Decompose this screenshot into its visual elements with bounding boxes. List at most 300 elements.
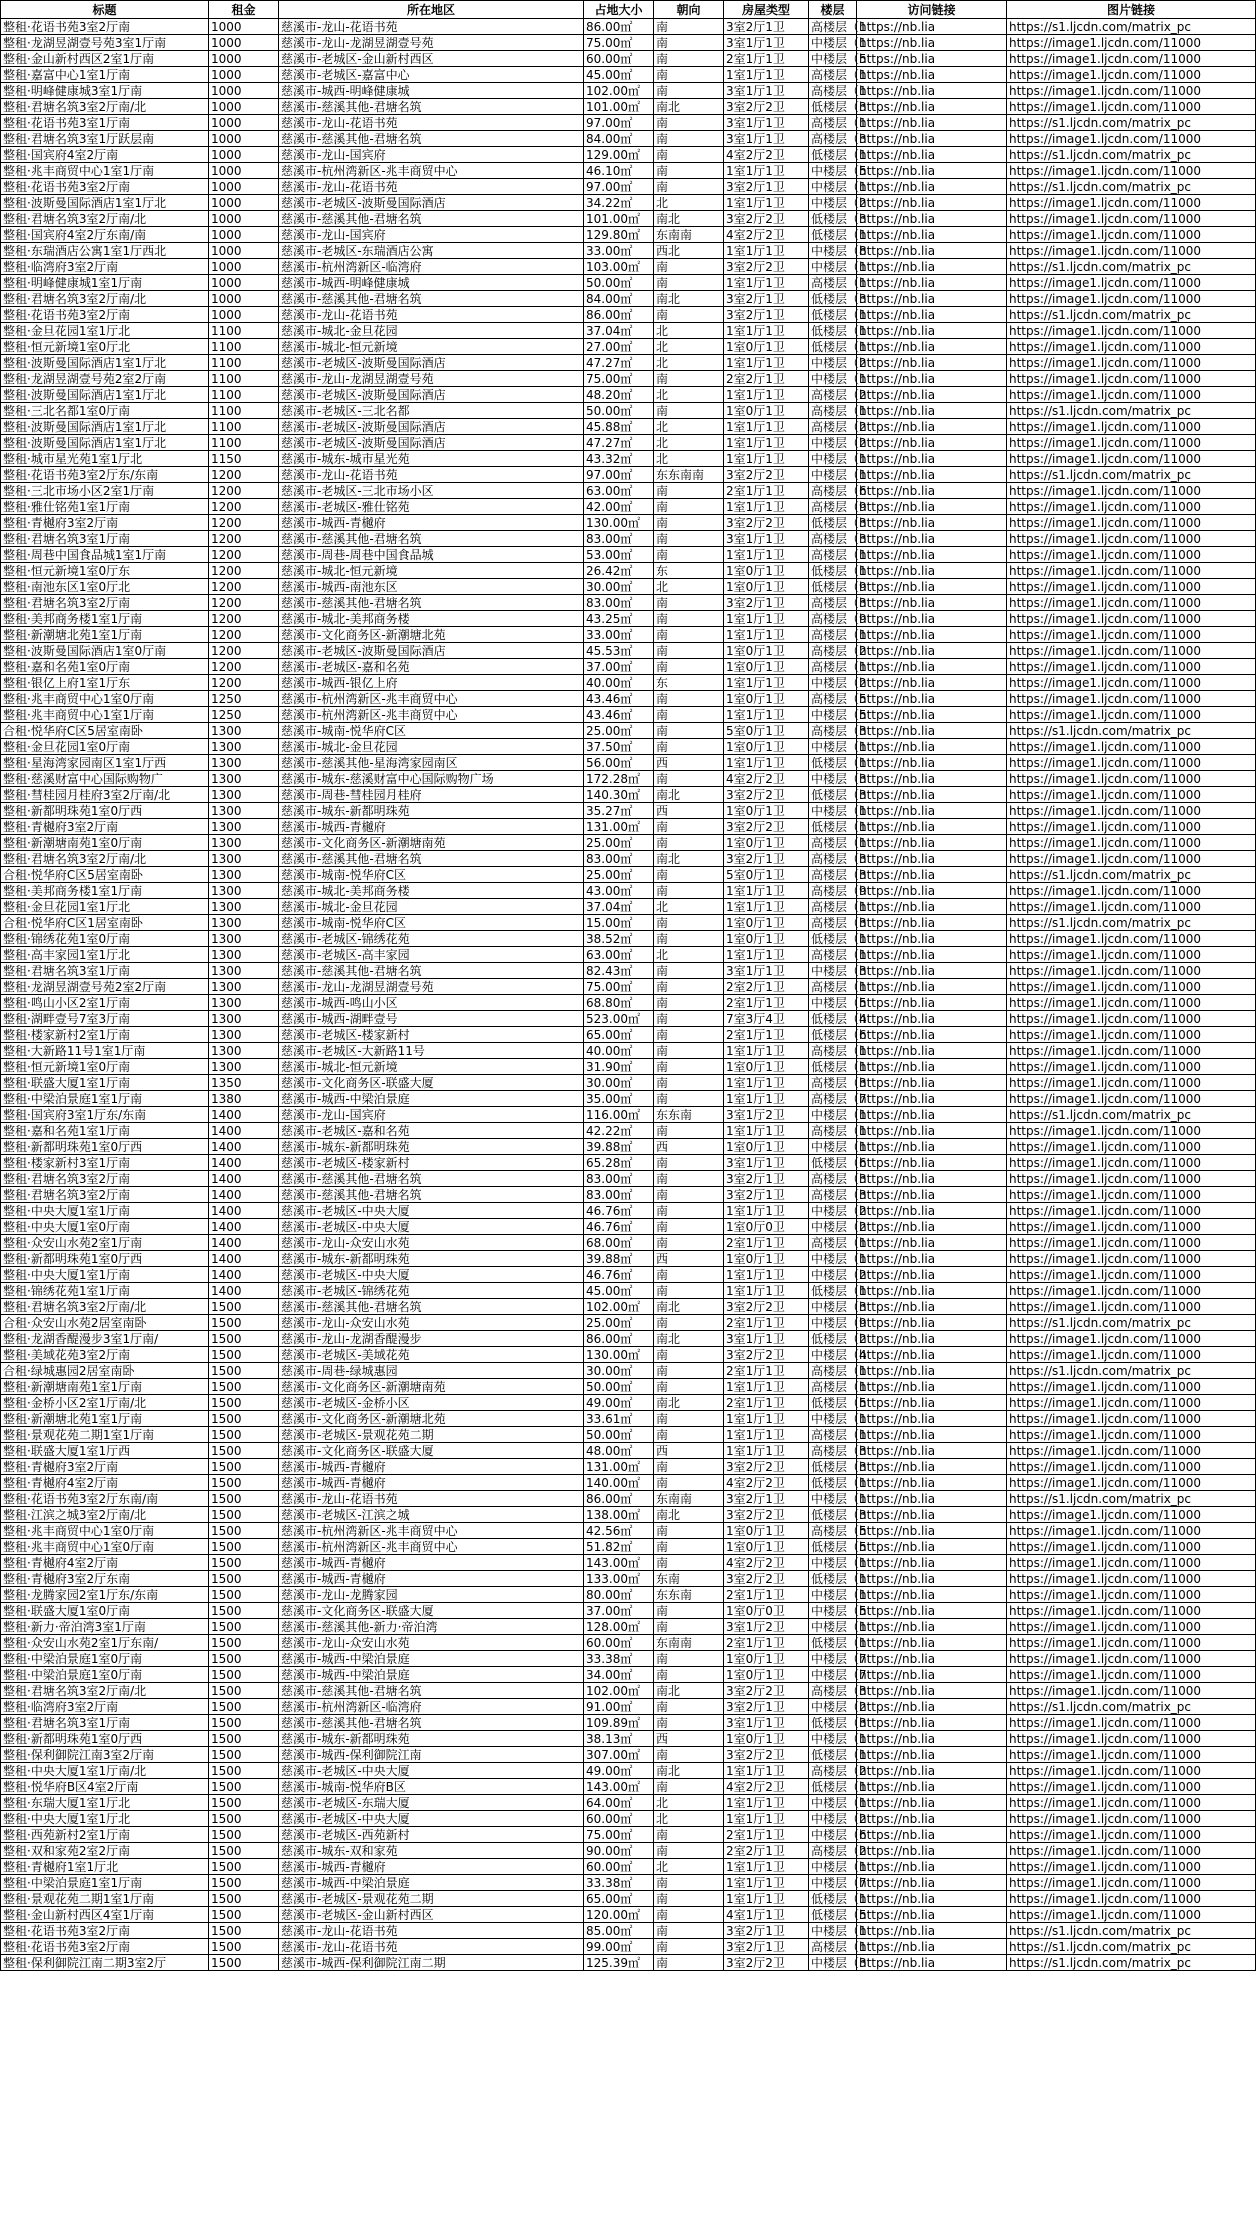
cell-layout[interactable]: 3室2厅1卫	[724, 1923, 809, 1939]
cell-area[interactable]: 102.00㎡	[584, 83, 654, 99]
cell-rent[interactable]: 1500	[209, 1827, 279, 1843]
cell-title[interactable]: 整租·悦华府B区4室2厅南	[1, 1779, 209, 1795]
cell-image-link[interactable]: https://image1.ljcdn.com/11000	[1007, 659, 1256, 675]
cell-area[interactable]: 47.27㎡	[584, 435, 654, 451]
cell-floor[interactable]: 中楼层（3	[809, 771, 857, 787]
cell-visit-link[interactable]: https://nb.lia	[857, 1075, 1007, 1091]
cell-district[interactable]: 慈溪市-龙山-龙湖昱湖壹号苑	[279, 35, 584, 51]
cell-image-link[interactable]: https://image1.ljcdn.com/11000	[1007, 451, 1256, 467]
cell-rent[interactable]: 1200	[209, 483, 279, 499]
cell-image-link[interactable]: https://image1.ljcdn.com/11000	[1007, 387, 1256, 403]
cell-visit-link[interactable]: https://nb.lia	[857, 1827, 1007, 1843]
cell-rent[interactable]: 1500	[209, 1683, 279, 1699]
cell-orientation[interactable]: 南	[654, 1539, 724, 1555]
cell-image-link[interactable]: https://s1.ljcdn.com/matrix_pc	[1007, 1363, 1256, 1379]
cell-floor[interactable]: 低楼层（4	[809, 1011, 857, 1027]
cell-orientation[interactable]: 南	[654, 1843, 724, 1859]
cell-title[interactable]: 整租·花语书苑3室2厅南	[1, 1923, 209, 1939]
cell-title[interactable]: 整租·兆丰商贸中心1室0厅南	[1, 1539, 209, 1555]
cell-layout[interactable]: 3室2厅2卫	[724, 1955, 809, 1971]
cell-area[interactable]: 25.00㎡	[584, 723, 654, 739]
cell-floor[interactable]: 中楼层（5	[809, 1603, 857, 1619]
cell-visit-link[interactable]: https://nb.lia	[857, 483, 1007, 499]
cell-orientation[interactable]: 西	[654, 1139, 724, 1155]
cell-orientation[interactable]: 南	[654, 1075, 724, 1091]
cell-district[interactable]: 慈溪市-龙山-龙湖香醍漫步	[279, 1331, 584, 1347]
cell-area[interactable]: 86.00㎡	[584, 1491, 654, 1507]
cell-visit-link[interactable]: https://nb.lia	[857, 691, 1007, 707]
cell-floor[interactable]: 中楼层（2	[809, 1203, 857, 1219]
cell-orientation[interactable]: 西	[654, 803, 724, 819]
cell-district[interactable]: 慈溪市-老城区-中央大厦	[279, 1811, 584, 1827]
cell-rent[interactable]: 1500	[209, 1443, 279, 1459]
cell-visit-link[interactable]: https://nb.lia	[857, 963, 1007, 979]
cell-orientation[interactable]: 南	[654, 1715, 724, 1731]
cell-area[interactable]: 101.00㎡	[584, 211, 654, 227]
cell-layout[interactable]: 1室0厅1卫	[724, 691, 809, 707]
cell-rent[interactable]: 1200	[209, 595, 279, 611]
cell-orientation[interactable]: 东东南	[654, 1587, 724, 1603]
cell-floor[interactable]: 高楼层（1	[809, 979, 857, 995]
cell-layout[interactable]: 1室1厅1卫	[724, 1443, 809, 1459]
cell-area[interactable]: 53.00㎡	[584, 547, 654, 563]
cell-area[interactable]: 83.00㎡	[584, 1187, 654, 1203]
cell-area[interactable]: 140.00㎡	[584, 1475, 654, 1491]
cell-title[interactable]: 整租·新潮塘北苑1室1厅南	[1, 627, 209, 643]
cell-layout[interactable]: 2室1厅1卫	[724, 1827, 809, 1843]
cell-district[interactable]: 慈溪市-文化商务区-联盛大厦	[279, 1443, 584, 1459]
cell-layout[interactable]: 1室0厅1卫	[724, 1731, 809, 1747]
cell-title[interactable]: 整租·周巷中国食品城1室1厅南	[1, 547, 209, 563]
cell-floor[interactable]: 高楼层（3	[809, 723, 857, 739]
cell-rent[interactable]: 1400	[209, 1107, 279, 1123]
cell-area[interactable]: 102.00㎡	[584, 1299, 654, 1315]
cell-district[interactable]: 慈溪市-文化商务区-新潮塘北苑	[279, 1411, 584, 1427]
cell-rent[interactable]: 1100	[209, 435, 279, 451]
cell-visit-link[interactable]: https://nb.lia	[857, 1283, 1007, 1299]
cell-title[interactable]: 整租·明峰健康城3室1厅南	[1, 83, 209, 99]
cell-orientation[interactable]: 南	[654, 835, 724, 851]
cell-floor[interactable]: 低楼层（3	[809, 99, 857, 115]
cell-rent[interactable]: 1500	[209, 1603, 279, 1619]
cell-rent[interactable]: 1500	[209, 1955, 279, 1971]
cell-area[interactable]: 131.00㎡	[584, 819, 654, 835]
cell-district[interactable]: 慈溪市-城北-恒元新境	[279, 339, 584, 355]
cell-image-link[interactable]: https://image1.ljcdn.com/11000	[1007, 243, 1256, 259]
cell-visit-link[interactable]: https://nb.lia	[857, 1171, 1007, 1187]
cell-visit-link[interactable]: https://nb.lia	[857, 1699, 1007, 1715]
cell-district[interactable]: 慈溪市-龙山-花语书苑	[279, 1939, 584, 1955]
cell-title[interactable]: 整租·恒元新境1室0厅南	[1, 1059, 209, 1075]
cell-layout[interactable]: 1室0厅1卫	[724, 803, 809, 819]
cell-area[interactable]: 85.00㎡	[584, 1923, 654, 1939]
cell-visit-link[interactable]: https://nb.lia	[857, 1123, 1007, 1139]
cell-rent[interactable]: 1500	[209, 1859, 279, 1875]
cell-district[interactable]: 慈溪市-龙山-花语书苑	[279, 467, 584, 483]
cell-rent[interactable]: 1200	[209, 611, 279, 627]
cell-image-link[interactable]: https://image1.ljcdn.com/11000	[1007, 1139, 1256, 1155]
cell-district[interactable]: 慈溪市-老城区-金桥小区	[279, 1395, 584, 1411]
cell-orientation[interactable]: 南	[654, 547, 724, 563]
cell-orientation[interactable]: 南	[654, 867, 724, 883]
cell-layout[interactable]: 1室1厅1卫	[724, 1267, 809, 1283]
cell-image-link[interactable]: https://s1.ljcdn.com/matrix_pc	[1007, 1955, 1256, 1971]
cell-image-link[interactable]: https://image1.ljcdn.com/11000	[1007, 1011, 1256, 1027]
cell-area[interactable]: 37.00㎡	[584, 659, 654, 675]
cell-district[interactable]: 慈溪市-老城区-波斯曼国际酒店	[279, 355, 584, 371]
cell-rent[interactable]: 1500	[209, 1763, 279, 1779]
cell-rent[interactable]: 1500	[209, 1331, 279, 1347]
cell-visit-link[interactable]: https://nb.lia	[857, 403, 1007, 419]
cell-title[interactable]: 整租·君塘名筑3室2厅南	[1, 595, 209, 611]
cell-rent[interactable]: 1500	[209, 1379, 279, 1395]
cell-image-link[interactable]: https://image1.ljcdn.com/11000	[1007, 1891, 1256, 1907]
cell-floor[interactable]: 低楼层（6	[809, 1027, 857, 1043]
cell-orientation[interactable]: 南	[654, 35, 724, 51]
cell-orientation[interactable]: 东南南	[654, 1491, 724, 1507]
cell-visit-link[interactable]: https://nb.lia	[857, 1379, 1007, 1395]
cell-image-link[interactable]: https://s1.ljcdn.com/matrix_pc	[1007, 723, 1256, 739]
cell-rent[interactable]: 1500	[209, 1811, 279, 1827]
cell-layout[interactable]: 3室2厅1卫	[724, 1491, 809, 1507]
cell-floor[interactable]: 中楼层（7	[809, 1651, 857, 1667]
cell-orientation[interactable]: 南	[654, 707, 724, 723]
cell-area[interactable]: 33.00㎡	[584, 627, 654, 643]
cell-title[interactable]: 整租·南池东区1室0厅北	[1, 579, 209, 595]
cell-rent[interactable]: 1100	[209, 387, 279, 403]
cell-image-link[interactable]: https://image1.ljcdn.com/11000	[1007, 1347, 1256, 1363]
cell-district[interactable]: 慈溪市-城西-中梁泊景庭	[279, 1091, 584, 1107]
cell-visit-link[interactable]: https://nb.lia	[857, 787, 1007, 803]
cell-district[interactable]: 慈溪市-老城区-波斯曼国际酒店	[279, 387, 584, 403]
cell-district[interactable]: 慈溪市-周巷-彗桂园月桂府	[279, 787, 584, 803]
cell-layout[interactable]: 1室1厅1卫	[724, 451, 809, 467]
cell-area[interactable]: 138.00㎡	[584, 1507, 654, 1523]
cell-image-link[interactable]: https://image1.ljcdn.com/11000	[1007, 1075, 1256, 1091]
cell-floor[interactable]: 中楼层（9	[809, 1315, 857, 1331]
cell-orientation[interactable]: 南	[654, 1347, 724, 1363]
cell-rent[interactable]: 1500	[209, 1667, 279, 1683]
cell-orientation[interactable]: 南	[654, 1523, 724, 1539]
cell-image-link[interactable]: https://s1.ljcdn.com/matrix_pc	[1007, 1923, 1256, 1939]
cell-district[interactable]: 慈溪市-城北-恒元新境	[279, 1059, 584, 1075]
cell-floor[interactable]: 低楼层（3	[809, 1507, 857, 1523]
cell-visit-link[interactable]: https://nb.lia	[857, 531, 1007, 547]
cell-orientation[interactable]: 东南南	[654, 1635, 724, 1651]
cell-image-link[interactable]: https://image1.ljcdn.com/11000	[1007, 1667, 1256, 1683]
cell-rent[interactable]: 1500	[209, 1795, 279, 1811]
cell-floor[interactable]: 低楼层（3	[809, 291, 857, 307]
cell-area[interactable]: 42.00㎡	[584, 499, 654, 515]
cell-title[interactable]: 整租·中央大厦1室1厅北	[1, 1811, 209, 1827]
cell-layout[interactable]: 1室1厅1卫	[724, 1795, 809, 1811]
cell-orientation[interactable]: 南	[654, 1203, 724, 1219]
cell-title[interactable]: 整租·景观花苑二期1室1厅南	[1, 1891, 209, 1907]
cell-floor[interactable]: 中楼层（2	[809, 675, 857, 691]
cell-title[interactable]: 整租·青樾府4室2厅南	[1, 1555, 209, 1571]
cell-rent[interactable]: 1300	[209, 755, 279, 771]
cell-area[interactable]: 84.00㎡	[584, 131, 654, 147]
cell-floor[interactable]: 低楼层（3	[809, 515, 857, 531]
cell-visit-link[interactable]: https://nb.lia	[857, 1795, 1007, 1811]
cell-district[interactable]: 慈溪市-慈溪其他-君塘名筑	[279, 963, 584, 979]
cell-title[interactable]: 整租·青樾府4室2厅南	[1, 1475, 209, 1491]
cell-title[interactable]: 整租·君塘名筑3室1厅南	[1, 1715, 209, 1731]
cell-title[interactable]: 整租·楼家新村3室1厅南	[1, 1155, 209, 1171]
cell-image-link[interactable]: https://image1.ljcdn.com/11000	[1007, 83, 1256, 99]
cell-rent[interactable]: 1400	[209, 1155, 279, 1171]
cell-district[interactable]: 慈溪市-城西-鸣山小区	[279, 995, 584, 1011]
cell-title[interactable]: 整租·君塘名筑3室1厅南	[1, 531, 209, 547]
cell-district[interactable]: 慈溪市-龙山-龙湖昱湖壹号苑	[279, 979, 584, 995]
cell-floor[interactable]: 高楼层（1	[809, 19, 857, 35]
cell-area[interactable]: 60.00㎡	[584, 1811, 654, 1827]
cell-visit-link[interactable]: https://nb.lia	[857, 1459, 1007, 1475]
cell-floor[interactable]: 低楼层（1	[809, 1571, 857, 1587]
cell-layout[interactable]: 3室1厅1卫	[724, 115, 809, 131]
cell-area[interactable]: 64.00㎡	[584, 1795, 654, 1811]
cell-image-link[interactable]: https://image1.ljcdn.com/11000	[1007, 947, 1256, 963]
cell-floor[interactable]: 中楼层（3	[809, 1955, 857, 1971]
cell-image-link[interactable]: https://s1.ljcdn.com/matrix_pc	[1007, 1315, 1256, 1331]
cell-floor[interactable]: 中楼层（2	[809, 355, 857, 371]
cell-floor[interactable]: 中楼层（4	[809, 1347, 857, 1363]
cell-image-link[interactable]: https://image1.ljcdn.com/11000	[1007, 1187, 1256, 1203]
cell-layout[interactable]: 1室1厅1卫	[724, 883, 809, 899]
cell-floor[interactable]: 高楼层（1	[809, 1939, 857, 1955]
cell-title[interactable]: 整租·江滨之城3室2厅南/北	[1, 1507, 209, 1523]
cell-rent[interactable]: 1300	[209, 931, 279, 947]
cell-layout[interactable]: 1室0厅1卫	[724, 1651, 809, 1667]
cell-layout[interactable]: 4室2厅2卫	[724, 227, 809, 243]
cell-rent[interactable]: 1000	[209, 291, 279, 307]
cell-area[interactable]: 25.00㎡	[584, 867, 654, 883]
cell-area[interactable]: 90.00㎡	[584, 1843, 654, 1859]
cell-title[interactable]: 整租·保利御院江南3室2厅南	[1, 1747, 209, 1763]
cell-layout[interactable]: 3室2厅2卫	[724, 1459, 809, 1475]
cell-title[interactable]: 整租·东瑞大厦1室1厅北	[1, 1795, 209, 1811]
cell-rent[interactable]: 1500	[209, 1843, 279, 1859]
cell-floor[interactable]: 中楼层（2	[809, 1267, 857, 1283]
cell-floor[interactable]: 中楼层（1	[809, 259, 857, 275]
cell-district[interactable]: 慈溪市-城西-湖畔壹号	[279, 1011, 584, 1027]
cell-visit-link[interactable]: https://nb.lia	[857, 147, 1007, 163]
cell-layout[interactable]: 1室0厅1卫	[724, 1251, 809, 1267]
cell-district[interactable]: 慈溪市-城西-明峰健康城	[279, 83, 584, 99]
cell-area[interactable]: 140.30㎡	[584, 787, 654, 803]
cell-image-link[interactable]: https://image1.ljcdn.com/11000	[1007, 1155, 1256, 1171]
cell-visit-link[interactable]: https://nb.lia	[857, 1155, 1007, 1171]
cell-title[interactable]: 整租·中梁泊景庭1室0厅南	[1, 1667, 209, 1683]
cell-area[interactable]: 109.89㎡	[584, 1715, 654, 1731]
cell-floor[interactable]: 中楼层（1	[809, 1923, 857, 1939]
cell-layout[interactable]: 3室2厅2卫	[724, 1683, 809, 1699]
cell-orientation[interactable]: 南	[654, 1187, 724, 1203]
cell-area[interactable]: 83.00㎡	[584, 851, 654, 867]
cell-image-link[interactable]: https://s1.ljcdn.com/matrix_pc	[1007, 307, 1256, 323]
cell-image-link[interactable]: https://image1.ljcdn.com/11000	[1007, 371, 1256, 387]
cell-image-link[interactable]: https://image1.ljcdn.com/11000	[1007, 707, 1256, 723]
cell-orientation[interactable]: 南	[654, 1475, 724, 1491]
cell-layout[interactable]: 1室1厅1卫	[724, 323, 809, 339]
cell-image-link[interactable]: https://s1.ljcdn.com/matrix_pc	[1007, 19, 1256, 35]
cell-visit-link[interactable]: https://nb.lia	[857, 835, 1007, 851]
cell-area[interactable]: 116.00㎡	[584, 1107, 654, 1123]
cell-district[interactable]: 慈溪市-龙山-众安山水苑	[279, 1315, 584, 1331]
cell-title[interactable]: 整租·花语书苑3室2厅东/东南	[1, 467, 209, 483]
cell-area[interactable]: 40.00㎡	[584, 675, 654, 691]
cell-visit-link[interactable]: https://nb.lia	[857, 1571, 1007, 1587]
cell-area[interactable]: 86.00㎡	[584, 307, 654, 323]
cell-title[interactable]: 整租·金旦花园1室1厅北	[1, 323, 209, 339]
cell-rent[interactable]: 1000	[209, 35, 279, 51]
cell-layout[interactable]: 1室1厅1卫	[724, 947, 809, 963]
cell-floor[interactable]: 低楼层（1	[809, 931, 857, 947]
cell-district[interactable]: 慈溪市-老城区-东瑞大厦	[279, 1795, 584, 1811]
cell-layout[interactable]: 1室1厅1卫	[724, 1075, 809, 1091]
cell-title[interactable]: 整租·兆丰商贸中心1室1厅南	[1, 707, 209, 723]
cell-area[interactable]: 60.00㎡	[584, 1859, 654, 1875]
cell-orientation[interactable]: 南	[654, 67, 724, 83]
cell-image-link[interactable]: https://image1.ljcdn.com/11000	[1007, 819, 1256, 835]
cell-layout[interactable]: 3室1厅1卫	[724, 131, 809, 147]
cell-area[interactable]: 63.00㎡	[584, 483, 654, 499]
cell-district[interactable]: 慈溪市-老城区-波斯曼国际酒店	[279, 643, 584, 659]
cell-orientation[interactable]: 南	[654, 1459, 724, 1475]
cell-floor[interactable]: 高楼层（1	[809, 899, 857, 915]
cell-layout[interactable]: 1室1厅1卫	[724, 275, 809, 291]
cell-orientation[interactable]: 南北	[654, 1683, 724, 1699]
cell-rent[interactable]: 1500	[209, 1347, 279, 1363]
cell-visit-link[interactable]: https://nb.lia	[857, 803, 1007, 819]
cell-title[interactable]: 整租·波斯曼国际酒店1室0厅南	[1, 643, 209, 659]
cell-district[interactable]: 慈溪市-老城区-波斯曼国际酒店	[279, 419, 584, 435]
cell-visit-link[interactable]: https://nb.lia	[857, 1731, 1007, 1747]
cell-area[interactable]: 99.00㎡	[584, 1939, 654, 1955]
cell-district[interactable]: 慈溪市-城东-新都明珠苑	[279, 803, 584, 819]
cell-district[interactable]: 慈溪市-城东-新都明珠苑	[279, 1251, 584, 1267]
cell-district[interactable]: 慈溪市-老城区-嘉富中心	[279, 67, 584, 83]
cell-image-link[interactable]: https://image1.ljcdn.com/11000	[1007, 835, 1256, 851]
cell-layout[interactable]: 3室2厅2卫	[724, 259, 809, 275]
cell-district[interactable]: 慈溪市-城西-中梁泊景庭	[279, 1651, 584, 1667]
cell-visit-link[interactable]: https://nb.lia	[857, 515, 1007, 531]
cell-title[interactable]: 整租·临湾府3室2厅南	[1, 1699, 209, 1715]
cell-floor[interactable]: 中楼层（1	[809, 1619, 857, 1635]
cell-floor[interactable]: 高楼层（1	[809, 1235, 857, 1251]
cell-visit-link[interactable]: https://nb.lia	[857, 1411, 1007, 1427]
cell-title[interactable]: 整租·中梁泊景庭1室0厅南	[1, 1651, 209, 1667]
cell-image-link[interactable]: https://s1.ljcdn.com/matrix_pc	[1007, 1491, 1256, 1507]
cell-floor[interactable]: 高楼层（1	[809, 1123, 857, 1139]
cell-district[interactable]: 慈溪市-杭州湾新区-兆丰商贸中心	[279, 1523, 584, 1539]
cell-area[interactable]: 43.46㎡	[584, 691, 654, 707]
cell-orientation[interactable]: 北	[654, 419, 724, 435]
cell-layout[interactable]: 1室1厅1卫	[724, 707, 809, 723]
cell-floor[interactable]: 中楼层（5	[809, 163, 857, 179]
cell-area[interactable]: 68.00㎡	[584, 1235, 654, 1251]
cell-floor[interactable]: 中楼层（2	[809, 1699, 857, 1715]
cell-rent[interactable]: 1200	[209, 499, 279, 515]
cell-orientation[interactable]: 东东南	[654, 1107, 724, 1123]
cell-title[interactable]: 整租·兆丰商贸中心1室0厅南	[1, 691, 209, 707]
cell-rent[interactable]: 1000	[209, 227, 279, 243]
cell-rent[interactable]: 1500	[209, 1491, 279, 1507]
cell-district[interactable]: 慈溪市-老城区-景观花苑二期	[279, 1427, 584, 1443]
cell-area[interactable]: 97.00㎡	[584, 115, 654, 131]
cell-layout[interactable]: 1室1厅1卫	[724, 1811, 809, 1827]
cell-image-link[interactable]: https://image1.ljcdn.com/11000	[1007, 35, 1256, 51]
cell-rent[interactable]: 1400	[209, 1203, 279, 1219]
cell-orientation[interactable]: 东	[654, 563, 724, 579]
cell-orientation[interactable]: 南	[654, 483, 724, 499]
cell-visit-link[interactable]: https://nb.lia	[857, 35, 1007, 51]
cell-layout[interactable]: 3室2厅2卫	[724, 1299, 809, 1315]
cell-floor[interactable]: 低楼层（1	[809, 563, 857, 579]
cell-rent[interactable]: 1500	[209, 1715, 279, 1731]
cell-visit-link[interactable]: https://nb.lia	[857, 1667, 1007, 1683]
cell-visit-link[interactable]: https://nb.lia	[857, 211, 1007, 227]
cell-area[interactable]: 37.04㎡	[584, 323, 654, 339]
cell-image-link[interactable]: https://image1.ljcdn.com/11000	[1007, 675, 1256, 691]
cell-image-link[interactable]: https://image1.ljcdn.com/11000	[1007, 275, 1256, 291]
cell-title[interactable]: 整租·新都明珠苑1室0厅西	[1, 803, 209, 819]
cell-visit-link[interactable]: https://nb.lia	[857, 1363, 1007, 1379]
cell-layout[interactable]: 1室1厅1卫	[724, 1203, 809, 1219]
cell-image-link[interactable]: https://image1.ljcdn.com/11000	[1007, 643, 1256, 659]
cell-area[interactable]: 83.00㎡	[584, 595, 654, 611]
cell-area[interactable]: 86.00㎡	[584, 1331, 654, 1347]
cell-orientation[interactable]: 南	[654, 931, 724, 947]
cell-area[interactable]: 86.00㎡	[584, 19, 654, 35]
cell-district[interactable]: 慈溪市-龙山-花语书苑	[279, 19, 584, 35]
cell-district[interactable]: 慈溪市-城西-南池东区	[279, 579, 584, 595]
cell-floor[interactable]: 低楼层（1	[809, 339, 857, 355]
cell-title[interactable]: 整租·花语书苑3室2厅南	[1, 19, 209, 35]
cell-rent[interactable]: 1300	[209, 963, 279, 979]
cell-orientation[interactable]: 南	[654, 1155, 724, 1171]
cell-district[interactable]: 慈溪市-龙山-国宾府	[279, 147, 584, 163]
cell-area[interactable]: 49.00㎡	[584, 1395, 654, 1411]
cell-image-link[interactable]: https://image1.ljcdn.com/11000	[1007, 419, 1256, 435]
cell-layout[interactable]: 4室2厅2卫	[724, 147, 809, 163]
cell-rent[interactable]: 1300	[209, 883, 279, 899]
cell-title[interactable]: 整租·中央大厦1室0厅南	[1, 1219, 209, 1235]
cell-title[interactable]: 整租·龙湖昱湖壹号苑2室2厅南	[1, 979, 209, 995]
cell-orientation[interactable]: 南	[654, 739, 724, 755]
cell-rent[interactable]: 1300	[209, 723, 279, 739]
cell-title[interactable]: 整租·青樾府1室1厅北	[1, 1859, 209, 1875]
cell-floor[interactable]: 中楼层（2	[809, 1219, 857, 1235]
cell-visit-link[interactable]: https://nb.lia	[857, 1107, 1007, 1123]
cell-title[interactable]: 整租·中央大厦1室1厅南/北	[1, 1763, 209, 1779]
cell-image-link[interactable]: https://image1.ljcdn.com/11000	[1007, 1555, 1256, 1571]
cell-title[interactable]: 合租·众安山水苑2居室南卧	[1, 1315, 209, 1331]
cell-floor[interactable]: 高楼层（7	[809, 1091, 857, 1107]
cell-visit-link[interactable]: https://nb.lia	[857, 659, 1007, 675]
cell-layout[interactable]: 5室0厅1卫	[724, 867, 809, 883]
cell-area[interactable]: 48.00㎡	[584, 1443, 654, 1459]
cell-area[interactable]: 75.00㎡	[584, 979, 654, 995]
cell-floor[interactable]: 中楼层（3	[809, 1299, 857, 1315]
cell-area[interactable]: 84.00㎡	[584, 291, 654, 307]
cell-visit-link[interactable]: https://nb.lia	[857, 611, 1007, 627]
cell-image-link[interactable]: https://image1.ljcdn.com/11000	[1007, 1475, 1256, 1491]
cell-floor[interactable]: 中楼层（2	[809, 195, 857, 211]
cell-title[interactable]: 整租·龙湖香醍漫步3室1厅南/	[1, 1331, 209, 1347]
cell-visit-link[interactable]: https://nb.lia	[857, 1267, 1007, 1283]
cell-area[interactable]: 43.00㎡	[584, 883, 654, 899]
